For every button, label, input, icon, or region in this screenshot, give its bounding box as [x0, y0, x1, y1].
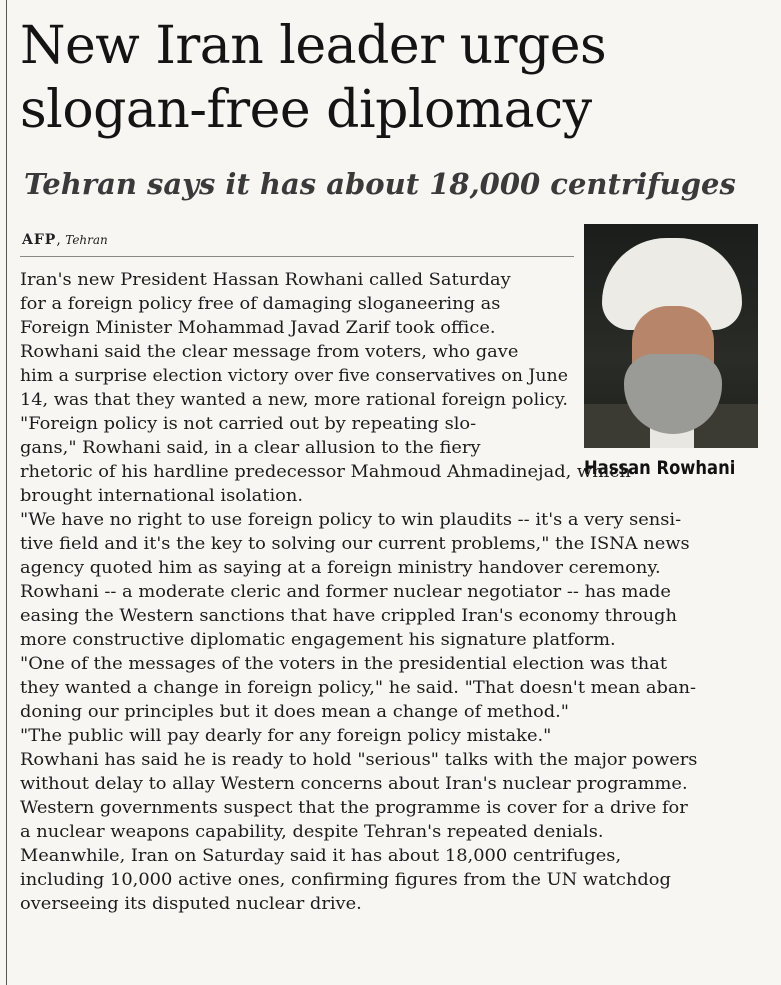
headline-line-1: New Iran leader urges [20, 16, 607, 76]
body-line: including 10,000 active ones, confirming figures from the UN watchdog [20, 870, 671, 889]
headline-line-2: slogan-free diplomacy [20, 80, 592, 140]
body-line: Foreign Minister Mohammad Javad Zarif took office. [20, 318, 496, 337]
body-line: him a surprise election victory over five conservatives on June [20, 366, 568, 385]
body-line: agency quoted him as saying at a foreign ministry handover ceremony. [20, 558, 661, 577]
headline [20, 14, 770, 142]
body-line: "We have no right to use foreign policy to win plaudits -- it's a very sensi- [20, 510, 682, 529]
body-line: without delay to allay Western concerns about Iran's nuclear programme. [20, 774, 688, 793]
body-line: 14, was that they wanted a new, more rational foreign policy. [20, 390, 569, 409]
body-line: Western governments suspect that the programme is cover for a drive for [20, 798, 688, 817]
body-line: "The public will pay dearly for any foreign policy mistake." [20, 726, 552, 745]
body-line: doning our principles but it does mean a change of method." [20, 702, 569, 721]
photo-caption: Hassan Rowhani [584, 457, 736, 479]
body-line: they wanted a change in foreign policy," he said. "That doesn't mean aban- [20, 678, 697, 697]
body-line: "Foreign policy is not carried out by repeating slo- [20, 414, 477, 433]
body-line: Rowhani has said he is ready to hold "serious" talks with the major powers [20, 750, 698, 769]
body-line: for a foreign policy free of damaging sloganeering as [20, 294, 501, 313]
body-line: "One of the messages of the voters in the presidential election was that [20, 654, 668, 673]
column-rule [6, 0, 7, 985]
body-line: tive field and it's the key to solving our current problems," the ISNA news [20, 534, 690, 553]
byline-agency: AFP [22, 232, 57, 248]
body-line: Rowhani said the clear message from voters, who gave [20, 342, 519, 361]
body-line: Rowhani -- a moderate cleric and former nuclear negotiator -- has made [20, 582, 671, 601]
body-line: brought international isolation. [20, 486, 304, 505]
byline: AFP, Tehran [22, 232, 108, 248]
body-line: a nuclear weapons capability, despite Tehran's repeated denials. [20, 822, 604, 841]
body-line: more constructive diplomatic engagement his signature platform. [20, 630, 616, 649]
byline-place: Tehran [65, 233, 108, 247]
article-body [20, 268, 698, 916]
body-line: Iran's new President Hassan Rowhani called Saturday [20, 270, 511, 289]
body-line: easing the Western sanctions that have crippled Iran's economy through [20, 606, 677, 625]
body-line: overseeing its disputed nuclear drive. [20, 894, 362, 913]
body-line: gans," Rowhani said, in a clear allusion to the fiery [20, 438, 481, 457]
body-line: rhetoric of his hardline predecessor Mahmoud Ahmadinejad, which [20, 462, 631, 481]
byline-divider [20, 256, 574, 257]
body-line: Meanwhile, Iran on Saturday said it has about 18,000 centrifuges, [20, 846, 622, 865]
subheadline: Tehran says it has about 18,000 centrifuges [24, 167, 736, 201]
